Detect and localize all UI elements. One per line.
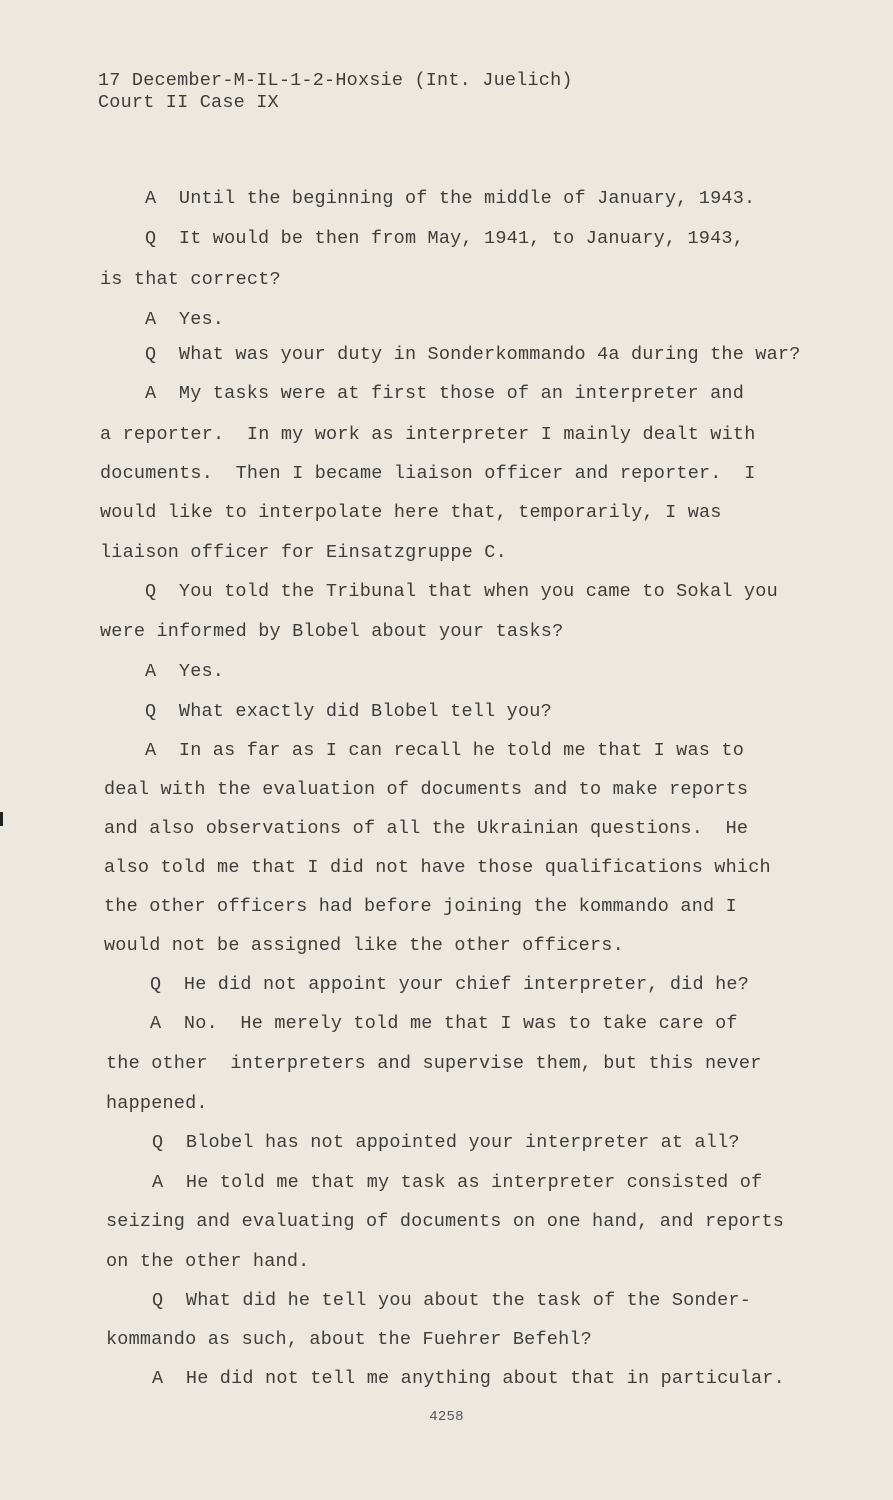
- transcript-line: the other interpreters and supervise them, but this never: [106, 1053, 762, 1074]
- transcript-line: kommando as such, about the Fuehrer Befehl?: [106, 1329, 592, 1350]
- transcript-line: Q What exactly did Blobel tell you?: [145, 701, 552, 722]
- transcript-line: A Yes.: [145, 309, 225, 330]
- transcript-line: documents. Then I became liaison officer and reporter. I: [100, 463, 756, 484]
- transcript-line: A He did not tell me anything about that in particular.: [152, 1368, 785, 1389]
- transcript-line: Q He did not appoint your chief interpreter, did he?: [150, 974, 749, 995]
- transcript-line: were informed by Blobel about your tasks?: [100, 621, 564, 642]
- page-number: 4258: [429, 1409, 464, 1425]
- transcript-line: liaison officer for Einsatzgruppe C.: [100, 542, 507, 563]
- transcript-line: A He told me that my task as interpreter consisted of: [152, 1172, 763, 1193]
- transcript-line: a reporter. In my work as interpreter I mainly dealt with: [100, 424, 756, 445]
- transcript-line: A My tasks were at first those of an interpreter and: [145, 383, 744, 404]
- transcript-line: Q Blobel has not appointed your interpreter at all?: [152, 1132, 740, 1153]
- document-header: [98, 70, 573, 114]
- transcript-line: also told me that I did not have those qualifications which: [104, 857, 771, 878]
- transcript-line: Q You told the Tribunal that when you came to Sokal you: [145, 581, 778, 602]
- transcript-line: A In as far as I can recall he told me that I was to: [145, 740, 744, 761]
- transcript-line: Q It would be then from May, 1941, to January, 1943,: [145, 228, 744, 249]
- transcript-line: A Yes.: [145, 661, 225, 682]
- scan-edge-mark: [0, 812, 3, 826]
- transcript-line: deal with the evaluation of documents and to make reports: [104, 779, 749, 800]
- transcript-line: happened.: [106, 1093, 208, 1114]
- transcript-line: would not be assigned like the other officers.: [104, 935, 624, 956]
- header-line-1: 17 December-M-IL-1-2-Hoxsie (Int. Juelich): [98, 70, 573, 91]
- transcript-line: Q What was your duty in Sonderkommando 4a during the war?: [145, 344, 801, 365]
- transcript-line: is that correct?: [100, 269, 281, 290]
- transcript-line: seizing and evaluating of documents on one hand, and reports: [106, 1211, 785, 1232]
- transcript-line: A Until the beginning of the middle of January, 1943.: [145, 188, 756, 209]
- transcript-line: A No. He merely told me that I was to take care of: [150, 1013, 738, 1034]
- transcript-line: and also observations of all the Ukrainian questions. He: [104, 818, 749, 839]
- transcript-line: the other officers had before joining the kommando and I: [104, 896, 737, 917]
- transcript-line: Q What did he tell you about the task of the Sonder-: [152, 1290, 751, 1311]
- transcript-line: would like to interpolate here that, temporarily, I was: [100, 502, 722, 523]
- transcript-line: on the other hand.: [106, 1251, 310, 1272]
- header-line-2: Court II Case IX: [98, 92, 279, 113]
